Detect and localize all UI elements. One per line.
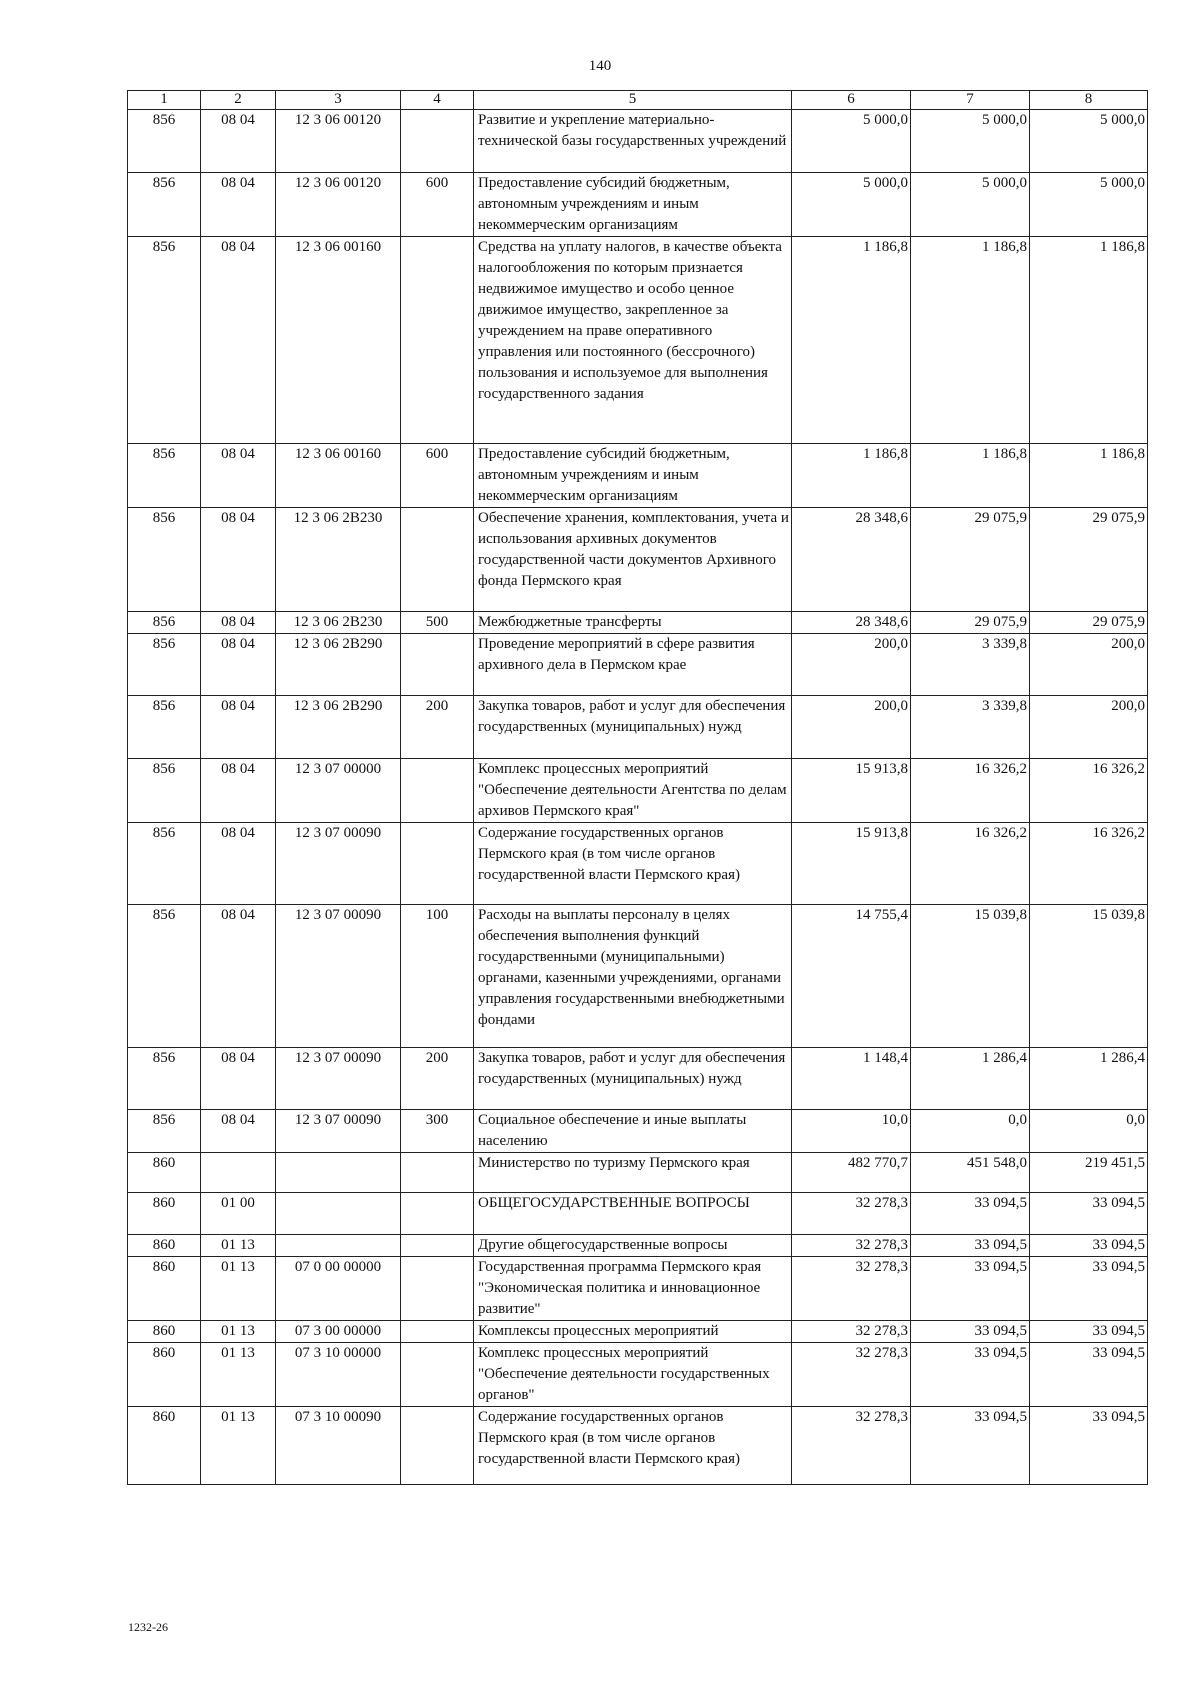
table-cell-col1: 860 [128, 1235, 201, 1257]
table-cell-col5: Комплекс процессных мероприятий "Обеспечение деятельности государственных органов" [474, 1343, 792, 1407]
table-cell-col5: Обеспечение хранения, комплектования, учета и использования архивных документов государственной части документов Архивного фонда Пермского края [474, 508, 792, 612]
table-cell-col5: Проведение мероприятий в сфере развития архивного дела в Пермском крае [474, 634, 792, 696]
table-row [128, 612, 1148, 634]
table-row [128, 444, 1148, 508]
table-cell-col6: 200,0 [792, 634, 911, 696]
table-cell-col6: 1 186,8 [792, 444, 911, 508]
table-cell-col7: 5 000,0 [911, 110, 1030, 173]
table-cell-col7: 1 186,8 [911, 237, 1030, 444]
table-row [128, 1193, 1148, 1235]
table-cell-col5: Другие общегосударственные вопросы [474, 1235, 792, 1257]
table-row [128, 1257, 1148, 1321]
table-cell-col3: 07 0 00 00000 [276, 1257, 401, 1321]
table-cell-col4 [401, 1153, 474, 1193]
table-cell-col4 [401, 1257, 474, 1321]
table-cell-col6: 14 755,4 [792, 905, 911, 1048]
table-row [128, 1343, 1148, 1407]
table-cell-col3: 12 3 07 00090 [276, 1110, 401, 1153]
table-cell-col8: 33 094,5 [1030, 1343, 1148, 1407]
table-cell-col7: 29 075,9 [911, 508, 1030, 612]
table-cell-col8: 29 075,9 [1030, 612, 1148, 634]
table-cell-col5: Закупка товаров, работ и услуг для обеспечения государственных (муниципальных) нужд [474, 1048, 792, 1110]
table-cell-col2: 08 04 [201, 110, 276, 173]
table-row [128, 759, 1148, 823]
table-cell-col2 [201, 1153, 276, 1193]
table-cell-col5: Социальное обеспечение и иные выплаты населению [474, 1110, 792, 1153]
table-cell-col7: 0,0 [911, 1110, 1030, 1153]
table-cell-col1: 856 [128, 508, 201, 612]
table-cell-col8: 0,0 [1030, 1110, 1148, 1153]
table-cell-col7: 33 094,5 [911, 1193, 1030, 1235]
table-cell-col8: 5 000,0 [1030, 110, 1148, 173]
table-cell-col6: 200,0 [792, 696, 911, 759]
table-row [128, 905, 1148, 1048]
table-cell-col3 [276, 1193, 401, 1235]
table-cell-col3: 12 3 06 00120 [276, 110, 401, 173]
table-cell-col5: Расходы на выплаты персоналу в целях обеспечения выполнения функций государственными (муниципальными) органами, казенными учреждениями, органами управления государственными внебюджетными фондами [474, 905, 792, 1048]
table-cell-col2: 01 13 [201, 1321, 276, 1343]
table-cell-col7: 16 326,2 [911, 759, 1030, 823]
table-cell-col7: 33 094,5 [911, 1235, 1030, 1257]
table-cell-col1: 856 [128, 612, 201, 634]
table-cell-col7: 5 000,0 [911, 173, 1030, 237]
table-cell-col1: 856 [128, 634, 201, 696]
table-cell-col5: Средства на уплату налогов, в качестве объекта налогообложения по которым признается недвижимое имущество и особо ценное движимое имущество, закрепленное за учреждением на праве оперативного управления или постоянного (бессрочного) пользования и используемое для выполнения государственного задания [474, 237, 792, 444]
table-cell-col1: 856 [128, 696, 201, 759]
table-cell-col4 [401, 1193, 474, 1235]
table-cell-col4 [401, 508, 474, 612]
table-cell-col1: 856 [128, 1048, 201, 1110]
table-cell-col1: 860 [128, 1153, 201, 1193]
table-cell-col2: 08 04 [201, 612, 276, 634]
table-cell-col8: 16 326,2 [1030, 759, 1148, 823]
table-cell-col6: 1 148,4 [792, 1048, 911, 1110]
table-row [128, 634, 1148, 696]
table-cell-col8: 16 326,2 [1030, 823, 1148, 905]
table-row [128, 1048, 1148, 1110]
table-cell-col2: 08 04 [201, 1048, 276, 1110]
table-cell-col4: 600 [401, 444, 474, 508]
table-cell-col5: Государственная программа Пермского края "Экономическая политика и инновационное развитие" [474, 1257, 792, 1321]
table-cell-col6: 32 278,3 [792, 1343, 911, 1407]
table-row [128, 1407, 1148, 1485]
table-cell-col5: Комплексы процессных мероприятий [474, 1321, 792, 1343]
table-cell-col4: 200 [401, 696, 474, 759]
table-cell-col5: ОБЩЕГОСУДАРСТВЕННЫЕ ВОПРОСЫ [474, 1193, 792, 1235]
table-cell-col7: 1 186,8 [911, 444, 1030, 508]
column-header-7: 7 [911, 91, 1030, 110]
table-cell-col3: 07 3 00 00000 [276, 1321, 401, 1343]
table-cell-col6: 32 278,3 [792, 1321, 911, 1343]
table-cell-col1: 856 [128, 173, 201, 237]
table-cell-col7: 33 094,5 [911, 1321, 1030, 1343]
table-cell-col1: 860 [128, 1407, 201, 1485]
table-cell-col3: 12 3 07 00000 [276, 759, 401, 823]
page-number: 140 [588, 58, 612, 74]
table-cell-col3: 12 3 07 00090 [276, 823, 401, 905]
table-cell-col7: 3 339,8 [911, 634, 1030, 696]
table-cell-col2: 01 13 [201, 1235, 276, 1257]
table-cell-col8: 1 186,8 [1030, 237, 1148, 444]
column-header-2: 2 [201, 91, 276, 110]
column-header-6: 6 [792, 91, 911, 110]
table-cell-col3: 12 3 07 00090 [276, 905, 401, 1048]
table-cell-col1: 856 [128, 237, 201, 444]
table-cell-col5: Содержание государственных органов Пермского края (в том числе органов государственной власти Пермского края) [474, 823, 792, 905]
table-cell-col4 [401, 110, 474, 173]
table-cell-col6: 1 186,8 [792, 237, 911, 444]
table-cell-col2: 08 04 [201, 759, 276, 823]
table-cell-col8: 15 039,8 [1030, 905, 1148, 1048]
table-cell-col7: 33 094,5 [911, 1407, 1030, 1485]
table-cell-col5: Комплекс процессных мероприятий "Обеспечение деятельности Агентства по делам архивов Пермского края" [474, 759, 792, 823]
table-cell-col8: 33 094,5 [1030, 1321, 1148, 1343]
table-cell-col2: 01 13 [201, 1407, 276, 1485]
table-cell-col6: 5 000,0 [792, 173, 911, 237]
table-row [128, 696, 1148, 759]
table-cell-col1: 856 [128, 905, 201, 1048]
table-cell-col6: 5 000,0 [792, 110, 911, 173]
table-cell-col8: 33 094,5 [1030, 1407, 1148, 1485]
table-cell-col6: 28 348,6 [792, 612, 911, 634]
table-cell-col2: 01 00 [201, 1193, 276, 1235]
table-cell-col3: 12 3 06 2В290 [276, 634, 401, 696]
table-cell-col4 [401, 759, 474, 823]
table-cell-col5: Межбюджетные трансферты [474, 612, 792, 634]
table-cell-col5: Предоставление субсидий бюджетным, автономным учреждениям и иным некоммерческим организациям [474, 444, 792, 508]
table-cell-col1: 856 [128, 823, 201, 905]
table-cell-col8: 219 451,5 [1030, 1153, 1148, 1193]
table-cell-col7: 33 094,5 [911, 1343, 1030, 1407]
table-cell-col3: 12 3 06 2В230 [276, 508, 401, 612]
table-cell-col4: 600 [401, 173, 474, 237]
budget-table [127, 90, 1148, 1485]
table-cell-col1: 860 [128, 1193, 201, 1235]
table-cell-col8: 1 186,8 [1030, 444, 1148, 508]
table-cell-col6: 32 278,3 [792, 1257, 911, 1321]
table-body [128, 110, 1148, 1485]
table-cell-col5: Закупка товаров, работ и услуг для обеспечения государственных (муниципальных) нужд [474, 696, 792, 759]
table-cell-col6: 32 278,3 [792, 1193, 911, 1235]
table-cell-col8: 33 094,5 [1030, 1257, 1148, 1321]
table-cell-col3 [276, 1153, 401, 1193]
table-cell-col2: 08 04 [201, 823, 276, 905]
table-cell-col7: 3 339,8 [911, 696, 1030, 759]
table-cell-col8: 5 000,0 [1030, 173, 1148, 237]
table-cell-col7: 33 094,5 [911, 1257, 1030, 1321]
table-cell-col4 [401, 1235, 474, 1257]
table-cell-col2: 01 13 [201, 1257, 276, 1321]
table-cell-col8: 200,0 [1030, 696, 1148, 759]
table-cell-col7: 1 286,4 [911, 1048, 1030, 1110]
table-row [128, 1321, 1148, 1343]
table-cell-col4 [401, 1343, 474, 1407]
table-cell-col2: 08 04 [201, 634, 276, 696]
table-cell-col5: Министерство по туризму Пермского края [474, 1153, 792, 1193]
table-cell-col6: 32 278,3 [792, 1235, 911, 1257]
column-header-4: 4 [401, 91, 474, 110]
table-cell-col3: 12 3 06 2В230 [276, 612, 401, 634]
table-cell-col5: Предоставление субсидий бюджетным, автономным учреждениям и иным некоммерческим организациям [474, 173, 792, 237]
table-cell-col3: 07 3 10 00000 [276, 1343, 401, 1407]
footer-code: 1232-26 [128, 1620, 168, 1634]
table-cell-col4 [401, 1407, 474, 1485]
column-header-3: 3 [276, 91, 401, 110]
table-cell-col7: 451 548,0 [911, 1153, 1030, 1193]
table-cell-col8: 33 094,5 [1030, 1235, 1148, 1257]
table-cell-col3: 12 3 06 2В290 [276, 696, 401, 759]
table-cell-col8: 29 075,9 [1030, 508, 1148, 612]
table-row [128, 173, 1148, 237]
table-cell-col2: 08 04 [201, 237, 276, 444]
table-cell-col6: 482 770,7 [792, 1153, 911, 1193]
table-cell-col1: 860 [128, 1321, 201, 1343]
table-cell-col4: 500 [401, 612, 474, 634]
table-cell-col3: 12 3 07 00090 [276, 1048, 401, 1110]
table-cell-col2: 01 13 [201, 1343, 276, 1407]
table-cell-col6: 10,0 [792, 1110, 911, 1153]
table-cell-col2: 08 04 [201, 173, 276, 237]
table-cell-col4 [401, 634, 474, 696]
table-cell-col3: 12 3 06 00160 [276, 444, 401, 508]
column-header-8: 8 [1030, 91, 1148, 110]
table-cell-col3: 12 3 06 00160 [276, 237, 401, 444]
table-row [128, 1235, 1148, 1257]
table-row [128, 1110, 1148, 1153]
table-row [128, 508, 1148, 612]
table-cell-col3: 07 3 10 00090 [276, 1407, 401, 1485]
table-cell-col3 [276, 1235, 401, 1257]
table-cell-col6: 15 913,8 [792, 823, 911, 905]
table-cell-col1: 860 [128, 1343, 201, 1407]
table-row [128, 237, 1148, 444]
table-cell-col6: 28 348,6 [792, 508, 911, 612]
table-cell-col2: 08 04 [201, 444, 276, 508]
table-row [128, 110, 1148, 173]
table-cell-col6: 15 913,8 [792, 759, 911, 823]
table-cell-col4: 100 [401, 905, 474, 1048]
table-cell-col1: 856 [128, 444, 201, 508]
table-cell-col2: 08 04 [201, 905, 276, 1048]
column-header-5: 5 [474, 91, 792, 110]
table-cell-col3: 12 3 06 00120 [276, 173, 401, 237]
table-cell-col7: 15 039,8 [911, 905, 1030, 1048]
table-cell-col5: Содержание государственных органов Пермского края (в том числе органов государственной власти Пермского края) [474, 1407, 792, 1485]
table-cell-col1: 856 [128, 110, 201, 173]
table-cell-col2: 08 04 [201, 508, 276, 612]
table-cell-col7: 29 075,9 [911, 612, 1030, 634]
table-cell-col2: 08 04 [201, 1110, 276, 1153]
table-cell-col1: 860 [128, 1257, 201, 1321]
table-row [128, 1153, 1148, 1193]
column-header-1: 1 [128, 91, 201, 110]
table-cell-col4 [401, 1321, 474, 1343]
table-cell-col4: 200 [401, 1048, 474, 1110]
table-cell-col8: 1 286,4 [1030, 1048, 1148, 1110]
table-cell-col1: 856 [128, 1110, 201, 1153]
table-cell-col5: Развитие и укрепление материально-технической базы государственных учреждений [474, 110, 792, 173]
column-number-row [128, 91, 1148, 110]
table-cell-col2: 08 04 [201, 696, 276, 759]
table-row [128, 823, 1148, 905]
table-cell-col4 [401, 823, 474, 905]
table-cell-col6: 32 278,3 [792, 1407, 911, 1485]
table-cell-col7: 16 326,2 [911, 823, 1030, 905]
table-cell-col8: 33 094,5 [1030, 1193, 1148, 1235]
table-cell-col1: 856 [128, 759, 201, 823]
table-cell-col4: 300 [401, 1110, 474, 1153]
table-cell-col8: 200,0 [1030, 634, 1148, 696]
table-cell-col4 [401, 237, 474, 444]
